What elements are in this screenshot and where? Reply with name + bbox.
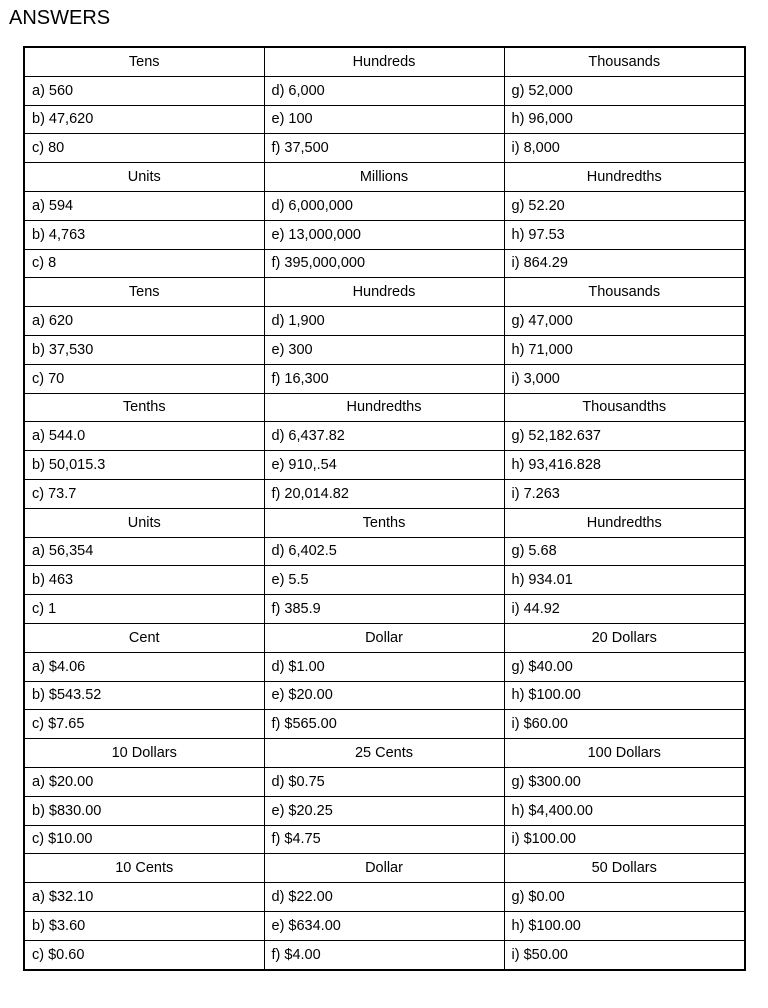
answer-cell: c) 8 bbox=[24, 249, 264, 278]
answer-cell: h) 96,000 bbox=[504, 105, 745, 134]
column-header: 25 Cents bbox=[264, 739, 504, 768]
table-row bbox=[24, 825, 745, 854]
answer-cell: h) 934.01 bbox=[504, 566, 745, 595]
answer-cell: h) 93,416.828 bbox=[504, 451, 745, 480]
answer-cell: c) $0.60 bbox=[24, 940, 264, 969]
answer-cell: c) $7.65 bbox=[24, 710, 264, 739]
table-row bbox=[24, 191, 745, 220]
section-header-row bbox=[24, 739, 745, 768]
section-header-row bbox=[24, 623, 745, 652]
answer-cell: h) 71,000 bbox=[504, 335, 745, 364]
answer-cell: g) $0.00 bbox=[504, 883, 745, 912]
answer-cell: a) 594 bbox=[24, 191, 264, 220]
answer-cell: a) 544.0 bbox=[24, 422, 264, 451]
answer-cell: e) $20.00 bbox=[264, 681, 504, 710]
column-header: Thousandths bbox=[504, 393, 745, 422]
answer-cell: g) 5.68 bbox=[504, 537, 745, 566]
answers-table-body bbox=[24, 47, 745, 970]
table-row bbox=[24, 249, 745, 278]
column-header: Tenths bbox=[24, 393, 264, 422]
column-header: 10 Dollars bbox=[24, 739, 264, 768]
table-row bbox=[24, 220, 745, 249]
answer-cell: g) 47,000 bbox=[504, 307, 745, 336]
answer-cell: e) $634.00 bbox=[264, 911, 504, 940]
table-row bbox=[24, 911, 745, 940]
answer-cell: h) $4,400.00 bbox=[504, 796, 745, 825]
answer-cell: c) 1 bbox=[24, 595, 264, 624]
column-header: Hundreds bbox=[264, 278, 504, 307]
answer-cell: c) 73.7 bbox=[24, 479, 264, 508]
column-header: Tens bbox=[24, 278, 264, 307]
answer-cell: a) $4.06 bbox=[24, 652, 264, 681]
section-header-row bbox=[24, 47, 745, 76]
section-header-row bbox=[24, 854, 745, 883]
answer-cell: g) 52,182.637 bbox=[504, 422, 745, 451]
column-header: 100 Dollars bbox=[504, 739, 745, 768]
answer-cell: b) $543.52 bbox=[24, 681, 264, 710]
column-header: Hundredths bbox=[504, 508, 745, 537]
answer-cell: c) 80 bbox=[24, 134, 264, 163]
answer-cell: f) $4.00 bbox=[264, 940, 504, 969]
table-row bbox=[24, 566, 745, 595]
column-header: Cent bbox=[24, 623, 264, 652]
answer-cell: d) 6,000 bbox=[264, 76, 504, 105]
answer-cell: d) $0.75 bbox=[264, 767, 504, 796]
answer-cell: d) 1,900 bbox=[264, 307, 504, 336]
column-header: Thousands bbox=[504, 47, 745, 76]
answers-table bbox=[23, 46, 746, 971]
answer-cell: c) 70 bbox=[24, 364, 264, 393]
answer-cell: a) $20.00 bbox=[24, 767, 264, 796]
answer-cell: i) 864.29 bbox=[504, 249, 745, 278]
table-row bbox=[24, 451, 745, 480]
table-row bbox=[24, 652, 745, 681]
answer-cell: i) 44.92 bbox=[504, 595, 745, 624]
table-row bbox=[24, 335, 745, 364]
answer-cell: d) 6,402.5 bbox=[264, 537, 504, 566]
answer-cell: e) 13,000,000 bbox=[264, 220, 504, 249]
table-row bbox=[24, 134, 745, 163]
table-row bbox=[24, 883, 745, 912]
table-row bbox=[24, 364, 745, 393]
answer-cell: e) 300 bbox=[264, 335, 504, 364]
answer-cell: f) 20,014.82 bbox=[264, 479, 504, 508]
answer-cell: i) 3,000 bbox=[504, 364, 745, 393]
answer-cell: f) $4.75 bbox=[264, 825, 504, 854]
column-header: 20 Dollars bbox=[504, 623, 745, 652]
table-row bbox=[24, 681, 745, 710]
answer-cell: f) 385.9 bbox=[264, 595, 504, 624]
section-header-row bbox=[24, 508, 745, 537]
table-row bbox=[24, 422, 745, 451]
column-header: Units bbox=[24, 163, 264, 192]
table-row bbox=[24, 940, 745, 969]
answer-cell: a) 560 bbox=[24, 76, 264, 105]
answer-cell: i) 7.263 bbox=[504, 479, 745, 508]
answer-cell: e) 100 bbox=[264, 105, 504, 134]
answer-cell: d) $22.00 bbox=[264, 883, 504, 912]
section-header-row bbox=[24, 393, 745, 422]
answer-cell: f) 37,500 bbox=[264, 134, 504, 163]
answer-cell: i) $50.00 bbox=[504, 940, 745, 969]
answer-cell: a) $32.10 bbox=[24, 883, 264, 912]
column-header: Hundreds bbox=[264, 47, 504, 76]
answer-cell: g) $40.00 bbox=[504, 652, 745, 681]
table-row bbox=[24, 767, 745, 796]
column-header: Millions bbox=[264, 163, 504, 192]
answer-cell: d) 6,437.82 bbox=[264, 422, 504, 451]
answer-cell: d) $1.00 bbox=[264, 652, 504, 681]
answer-cell: d) 6,000,000 bbox=[264, 191, 504, 220]
answer-cell: g) $300.00 bbox=[504, 767, 745, 796]
answer-cell: f) 16,300 bbox=[264, 364, 504, 393]
column-header: Hundredths bbox=[504, 163, 745, 192]
answer-cell: i) $60.00 bbox=[504, 710, 745, 739]
column-header: 50 Dollars bbox=[504, 854, 745, 883]
page-title: ANSWERS bbox=[9, 7, 111, 29]
table-row bbox=[24, 537, 745, 566]
table-row bbox=[24, 595, 745, 624]
answer-cell: h) $100.00 bbox=[504, 681, 745, 710]
answer-cell: b) 47,620 bbox=[24, 105, 264, 134]
column-header: Tens bbox=[24, 47, 264, 76]
answer-cell: e) $20.25 bbox=[264, 796, 504, 825]
answer-cell: b) 463 bbox=[24, 566, 264, 595]
column-header: Hundredths bbox=[264, 393, 504, 422]
answer-cell: h) 97.53 bbox=[504, 220, 745, 249]
answer-cell: i) 8,000 bbox=[504, 134, 745, 163]
answer-cell: b) 50,015.3 bbox=[24, 451, 264, 480]
answer-cell: b) $830.00 bbox=[24, 796, 264, 825]
column-header: Dollar bbox=[264, 623, 504, 652]
column-header: Units bbox=[24, 508, 264, 537]
table-row bbox=[24, 307, 745, 336]
answer-cell: e) 910,.54 bbox=[264, 451, 504, 480]
answer-cell: b) 37,530 bbox=[24, 335, 264, 364]
answer-cell: i) $100.00 bbox=[504, 825, 745, 854]
answer-cell: h) $100.00 bbox=[504, 911, 745, 940]
column-header: Tenths bbox=[264, 508, 504, 537]
answer-cell: f) $565.00 bbox=[264, 710, 504, 739]
table-row bbox=[24, 710, 745, 739]
answer-cell: a) 620 bbox=[24, 307, 264, 336]
answer-cell: f) 395,000,000 bbox=[264, 249, 504, 278]
section-header-row bbox=[24, 163, 745, 192]
answer-cell: g) 52.20 bbox=[504, 191, 745, 220]
column-header: Thousands bbox=[504, 278, 745, 307]
column-header: Dollar bbox=[264, 854, 504, 883]
answer-cell: a) 56,354 bbox=[24, 537, 264, 566]
table-row bbox=[24, 105, 745, 134]
section-header-row bbox=[24, 278, 745, 307]
answer-cell: c) $10.00 bbox=[24, 825, 264, 854]
answer-cell: g) 52,000 bbox=[504, 76, 745, 105]
table-row bbox=[24, 76, 745, 105]
column-header: 10 Cents bbox=[24, 854, 264, 883]
table-row bbox=[24, 479, 745, 508]
table-row bbox=[24, 796, 745, 825]
answer-cell: e) 5.5 bbox=[264, 566, 504, 595]
answer-cell: b) $3.60 bbox=[24, 911, 264, 940]
answer-cell: b) 4,763 bbox=[24, 220, 264, 249]
